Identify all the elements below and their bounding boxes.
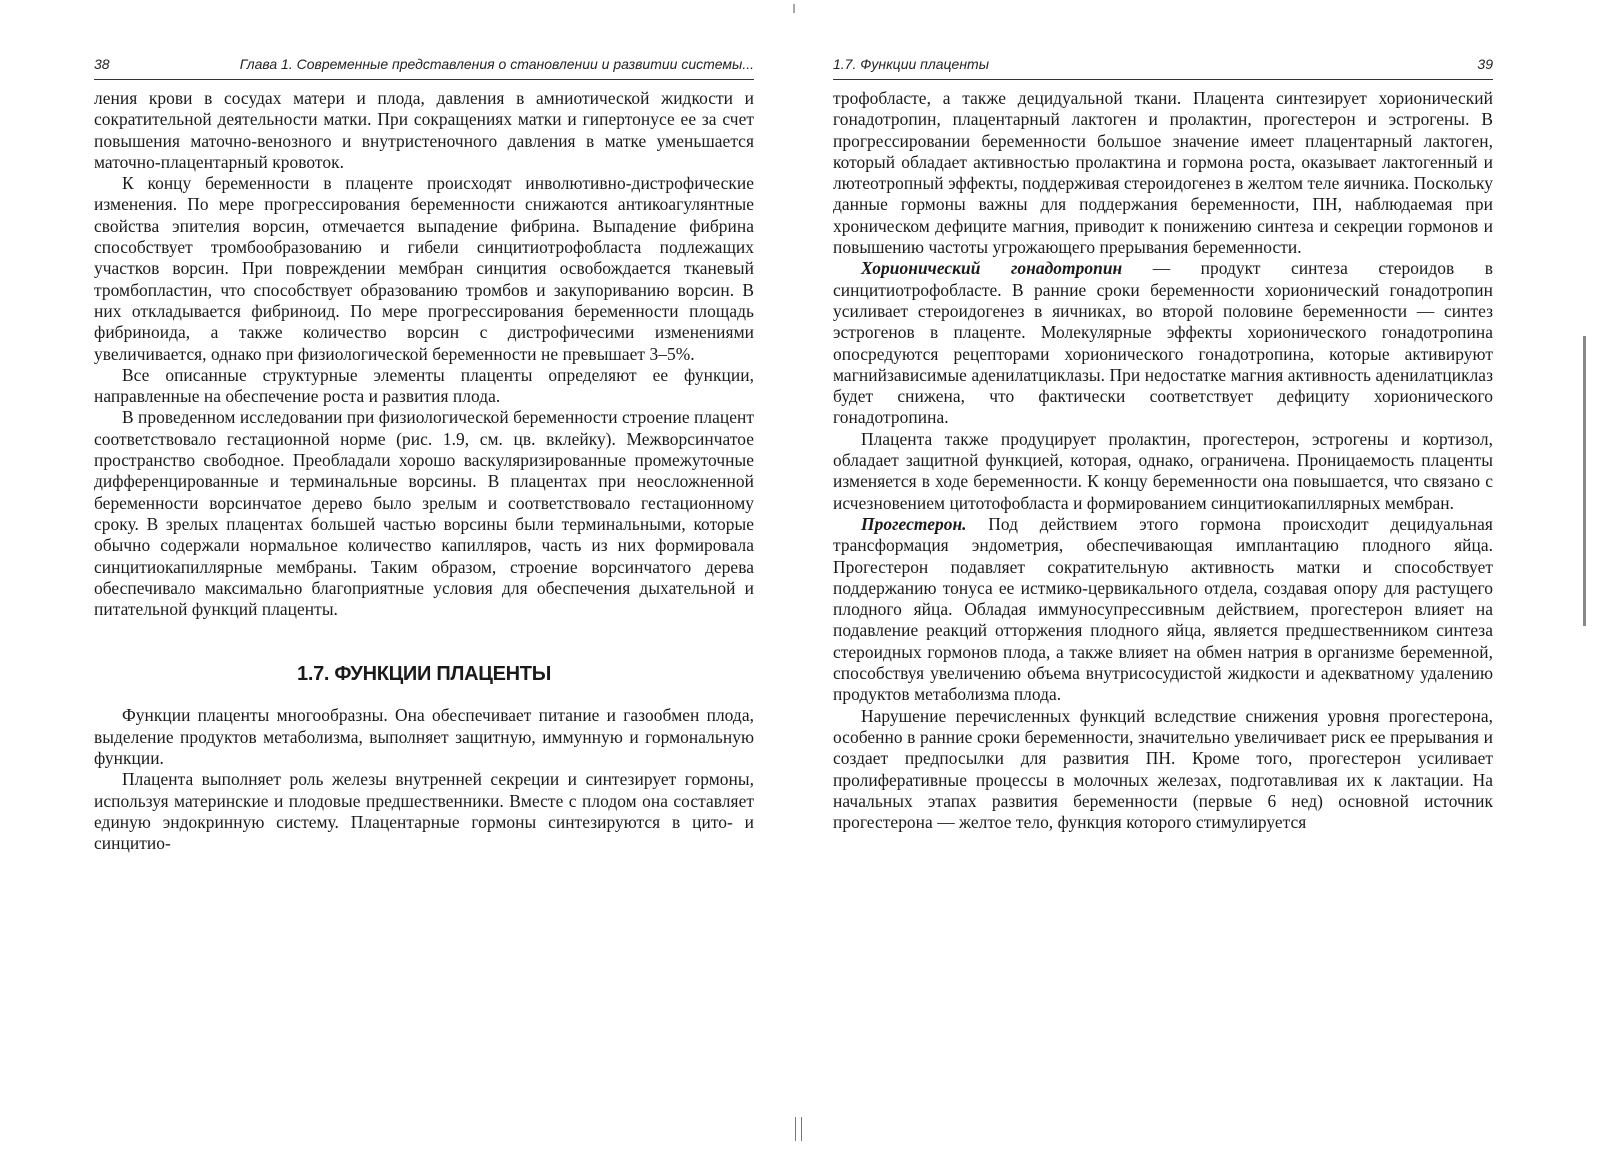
binding-mark-bottom (795, 1117, 802, 1141)
term-hcg: Хорионический гонадотропин (861, 258, 1123, 279)
section-title: 1.7. ФУНКЦИИ ПЛАЦЕНТЫ (297, 663, 551, 686)
paragraph: Нарушение перечисленных функций вследствие снижения уровня прогестерона, особенно в ранние сроки беременности, значительно увеличивает риск ее прерывания и создает предпосылки для развития ПН. Кроме того, прогестерон усиливает пролиферативные процессы в молочных железах, подготавливая их к лактации. На начальных этапах развития беременности (первые 6 нед) основной источник прогестерона — желтое тело, функция которого стимулируется (833, 705, 1493, 833)
paragraph: Плацента выполняет роль железы внутренней секреции и синтезирует гормоны, используя материнские и плодовые предшественники. Вместе с плодом она составляет единую эндокринную систему. Плацентарные гормоны синтезируются в цито- и синцитио- (94, 769, 754, 854)
binding-mark-top (793, 4, 795, 13)
paragraph: В проведенном исследовании при физиологической беременности строение плацент соответствовало гестационной норме (рис. 1.9, см. цв. вклейку). Межворсинчатое пространство свободное. Преобладали хорошо васкуляризированные промежуточные дифференцированные и терминальные ворсины. В плацентах при неосложненной беременности ворсинчатое дерево было зрелым и соответствовало гестационному сроку. В зрелых плацентах большей частью ворсины были терминальными, которые обычно содержали нормальное количество капилляров, часть из них формировала синцитиокапиллярные мембраны. Таким образом, строение ворсинчатого дерева обеспечивало максимально благоприятные условия для обеспечения дыхательной и питательной функций плаценты. (94, 407, 754, 620)
paragraph: трофобласте, а также децидуальной ткани. Плацента синтезирует хорионический гонадотропин, плацентарный лактоген и пролактин, прогестерон и эстрогены. В прогрессировании беременности большое значение имеет плацентарный лактоген, который обладает активностью пролактина и гормона роста, оказывает лактогенный и лютеотропный эффекты, поддерживая стероидогенез в желтом теле яичника. Поскольку данные гормоны важны для поддержания беременности, ПН, наблюдаемая при хроническом дефиците магния, приводит к понижению синтеза и секреции гормонов и повышению частоты угрожающего прерывания беременности. (833, 88, 1493, 258)
paragraph-text: — продукт синтеза стероидов в синцитиотрофобласте. В ранние сроки беременности хорионический гонадотропин усиливает стероидогенез в яичниках, во второй половине беременности — синтез эстрогенов в плаценте. Молекулярные эффекты хорионического гонадотропина опосредуются рецепторами хорионического гонадотропина, которые активируют магнийзависимые аденилатциклазы. При недостатке магния активность аденилатциклаз будет снижена, что фактически соответствует дефициту хорионического гонадотропина. (833, 258, 1493, 428)
left-page-number: 38 (94, 56, 110, 72)
paragraph (833, 514, 1493, 706)
right-page (833, 56, 1493, 833)
right-page-number: 39 (1477, 56, 1493, 72)
left-page-header (94, 56, 754, 80)
paragraph-text: Под действием этого гормона происходит децидуальная трансформация эндометрия, обеспечивающая имплантацию плодного яйца. Прогестерон подавляет сократительную активность матки и способствует поддержанию тонуса ее истмико-цервикального отдела, создавая опору для растущего плодного яйца. Обладая иммуносупрессивным действием, прогестерон влияет на подавление реакций отторжения плодного яйца, является предшественником синтеза стероидных гормонов плода, а также влияет на обмен натрия в организме беременной, способствуя увеличению объема внутрисосудистой жидкости и адекватному удалению продуктов метаболизма плода. (833, 513, 1493, 705)
term-progesterone: Прогестерон. (861, 513, 967, 534)
page-edge-shadow (1583, 336, 1586, 626)
left-page (94, 56, 754, 855)
left-page-body (94, 88, 754, 855)
left-running-head: Глава 1. Современные представления о становлении и развитии системы... (239, 56, 754, 72)
paragraph: Все описанные структурные элементы плаценты определяют ее функции, направленные на обеспечение роста и развития плода. (94, 364, 754, 407)
paragraph: ления крови в сосудах матери и плода, давления в амниотической жидкости и сократительной деятельности матки. При сокращениях матки и гипертонусе ее за счет повышения маточно-венозного и внутристеночного давления в матке уменьшается маточно-плацентарный кровоток. (94, 88, 754, 172)
paragraph (833, 258, 1493, 428)
right-page-header (833, 56, 1493, 80)
paragraph: Плацента также продуцирует пролактин, прогестерон, эстрогены и кортизол, обладает защитной функцией, которая, однако, ограничена. Проницаемость плаценты изменяется в ходе беременности. К концу беременности она повышается, что связано с исчезновением цитотофобласта и формированием синцитиокапиллярных мембран. (833, 428, 1493, 513)
right-page-body (833, 88, 1493, 833)
paragraph: Функции плаценты многообразны. Она обеспечивает питание и газообмен плода, выделение продуктов метаболизма, выполняет защитную, иммунную и гормональную функции. (94, 705, 754, 769)
paragraph: К концу беременности в плаценте происходят инволютивно-дистрофические изменения. По мере прогрессирования беременности снижаются антикоагулянтные свойства эпителия ворсин, отмечается выпадение фибрина. Выпадение фибрина способствует тромбообразованию и гибели синцитиотрофобласта подлежащих участков ворсин. При повреждении мембран синцития освобождается тканевый тромбопластин, что способствует образованию тромбов и закупориванию ворсин. В них откладывается фибриноид. По мере прогрессирования беременности площадь фибриноида, а также количество ворсин с дистрофичесими изменениями увеличивается, однако при физиологической беременности не превышает 3–5%. (94, 173, 754, 364)
right-running-head: 1.7. Функции плаценты (833, 56, 989, 72)
